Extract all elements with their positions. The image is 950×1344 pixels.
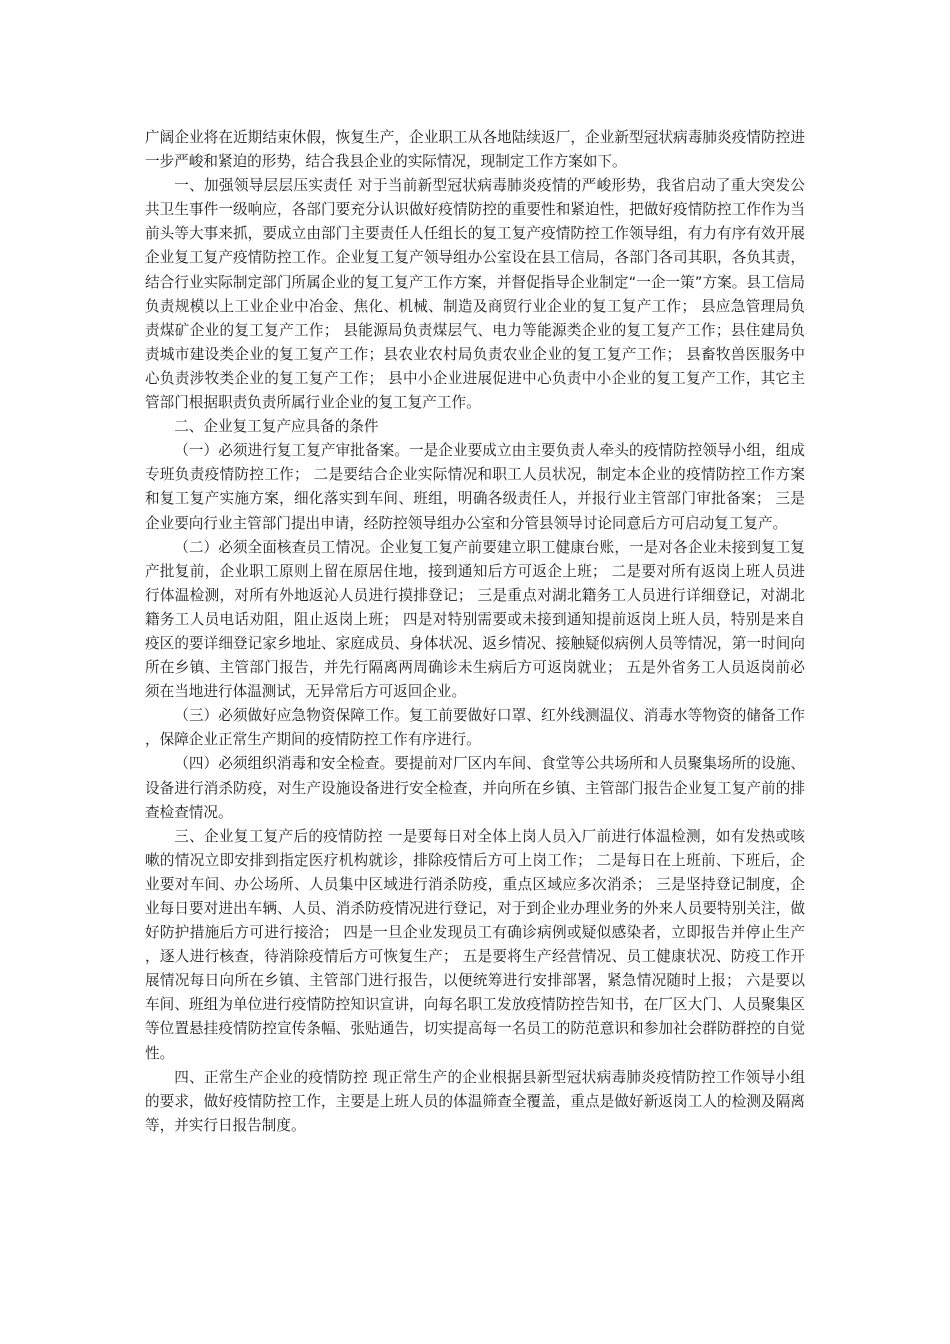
section-2-item-4-paragraph: （四）必须组织消毒和安全检查。要提前对厂区内车间、食堂等公共场所和人员聚集场所的设施、设备进行消杀防疫，对生产设施设备进行安全检查，并向所在乡镇、主管部门报告企业复工复产前的排查检查情况。 [145, 755, 805, 821]
section-2-item-3-paragraph: （三）必须做好应急物资保障工作。复工前要做好口罩、红外线测温仪、消毒水等物资的储备工作，保障企业正常生产期间的疫情防控工作有序进行。 [145, 707, 805, 749]
document-body [145, 126, 805, 1138]
section-2-item-2-paragraph: （二）必须全面核查员工情况。企业复工复产前要建立职工健康台账，一是对各企业未接到复工复产批复前，企业职工原则上留在原居住地，接到通知后方可返企上班； 二是要对所有返岗上班人员进行体温检测，对所有外地返沁人员进行摸排登记； 三是重点对湖北籍务工人员进行详细登记，对湖北籍务工人员电话劝阻，阻止返岗上班； 四是对特别需要或未接到通知提前返岗上班人员，特别是来自疫区的要详细登记家乡地址、家庭成员、身体状况、返乡情况、接触疑似病例人员等情况，第一时间向所在乡镇、主管部门报告，并先行隔离两周确诊未生病后方可返岗就业； 五是外省务工人员返岗前必须在当地进行体温测试，无异常后方可返回企业。 [145, 538, 805, 701]
section-1-leadership-paragraph: 一、加强领导层层压实责任 对于当前新型冠状病毒肺炎疫情的严峻形势，我省启动了重大突发公共卫生事件一级响应，各部门要充分认识做好疫情防控的重要性和紧迫性，把做好疫情防控工作作为当前头等大事来抓，要成立由部门主要责任人任组长的复工复产疫情防控工作领导组，有力有序有效开展企业复工复产疫情防控工作。企业复工复产领导组办公室设在县工信局，各部门各司其职，各负其责，结合行业实际制定部门所属企业的复工复产工作方案，并督促指导企业制定“一企一策”方案。县工信局负责规模以上工业企业中冶金、焦化、机械、制造及商贸行业企业的复工复产工作； 县应急管理局负责煤矿企业的复工复产工作； 县能源局负责煤层气、电力等能源类企业的复工复产工作；县住建局负责城市建设类企业的复工复产工作；县农业农村局负责农业企业的复工复产工作； 县畜牧兽医服务中心负责涉牧类企业的复工复产工作； 县中小企业进展促进中心负责中小企业的复工复产工作，其它主管部门根据职责负责所属行业企业的复工复产工作。 [145, 177, 805, 412]
section-4-paragraph: 四、正常生产企业的疫情防控 现正常生产的企业根据县新型冠状病毒肺炎疫情防控工作领导小组的要求，做好疫情防控工作，主要是上班人员的体温筛查全覆盖，重点是做好新返岗工人的检测及隔离等，并实行日报告制度。 [145, 1068, 805, 1134]
section-2-item-1-paragraph: （一）必须进行复工复产审批备案。一是企业要成立由主要负责人牵头的疫情防控领导小组，组成专班负责疫情防控工作； 二是要结合企业实际情况和职工人员状况，制定本企业的疫情防控工作方案和复工复产实施方案，细化落实到车间、班组，明确各级责任人，并报行业主管部门审批备案； 三是企业要向行业主管部门提出申请，经防控领导组办公室和分管县领导讨论同意后方可启动复工复产。 [145, 442, 805, 532]
intro-paragraph: 广阔企业将在近期结束休假，恢复生产，企业职工从各地陆续返厂，企业新型冠状病毒肺炎疫情防控进一步严峻和紧迫的形势，结合我县企业的实际情况，现制定工作方案如下。 [145, 129, 805, 171]
section-2-heading: 二、企业复工复产应具备的条件 [174, 418, 379, 436]
section-3-paragraph: 三、企业复工复产后的疫情防控 一是要每日对全体上岗人员入厂前进行体温检测，如有发热或咳嗽的情况立即安排到指定医疗机构就诊，排除疫情后方可上岗工作； 二是每日在上班前、下班后，企业要对车间、办公场所、人员集中区域进行消杀防疫，重点区域应多次消杀； 三是坚持登记制度，企业每日要对进出车辆、人员、消杀防疫情况进行登记，对于到企业办理业务的外来人员要特别关注，做好防护措施后方可进行接洽； 四是一旦企业发现员工有确诊病例或疑似感染者，立即报告并停止生产，逐人进行核查，待消除疫情后方可恢复生产； 五是要将生产经营情况、员工健康状况、防疫工作开展情况每日向所在乡镇、主管部门进行报告，以便统筹进行安排部署，紧急情况随时上报； 六是要以车间、班组为单位进行疫情防控知识宣讲，向每名职工发放疫情防控告知书，在厂区大门、人员聚集区等位置悬挂疫情防控宣传条幅、张贴通告，切实提高每一名员工的防范意识和参加社会群防群控的自觉性。 [145, 827, 805, 1062]
